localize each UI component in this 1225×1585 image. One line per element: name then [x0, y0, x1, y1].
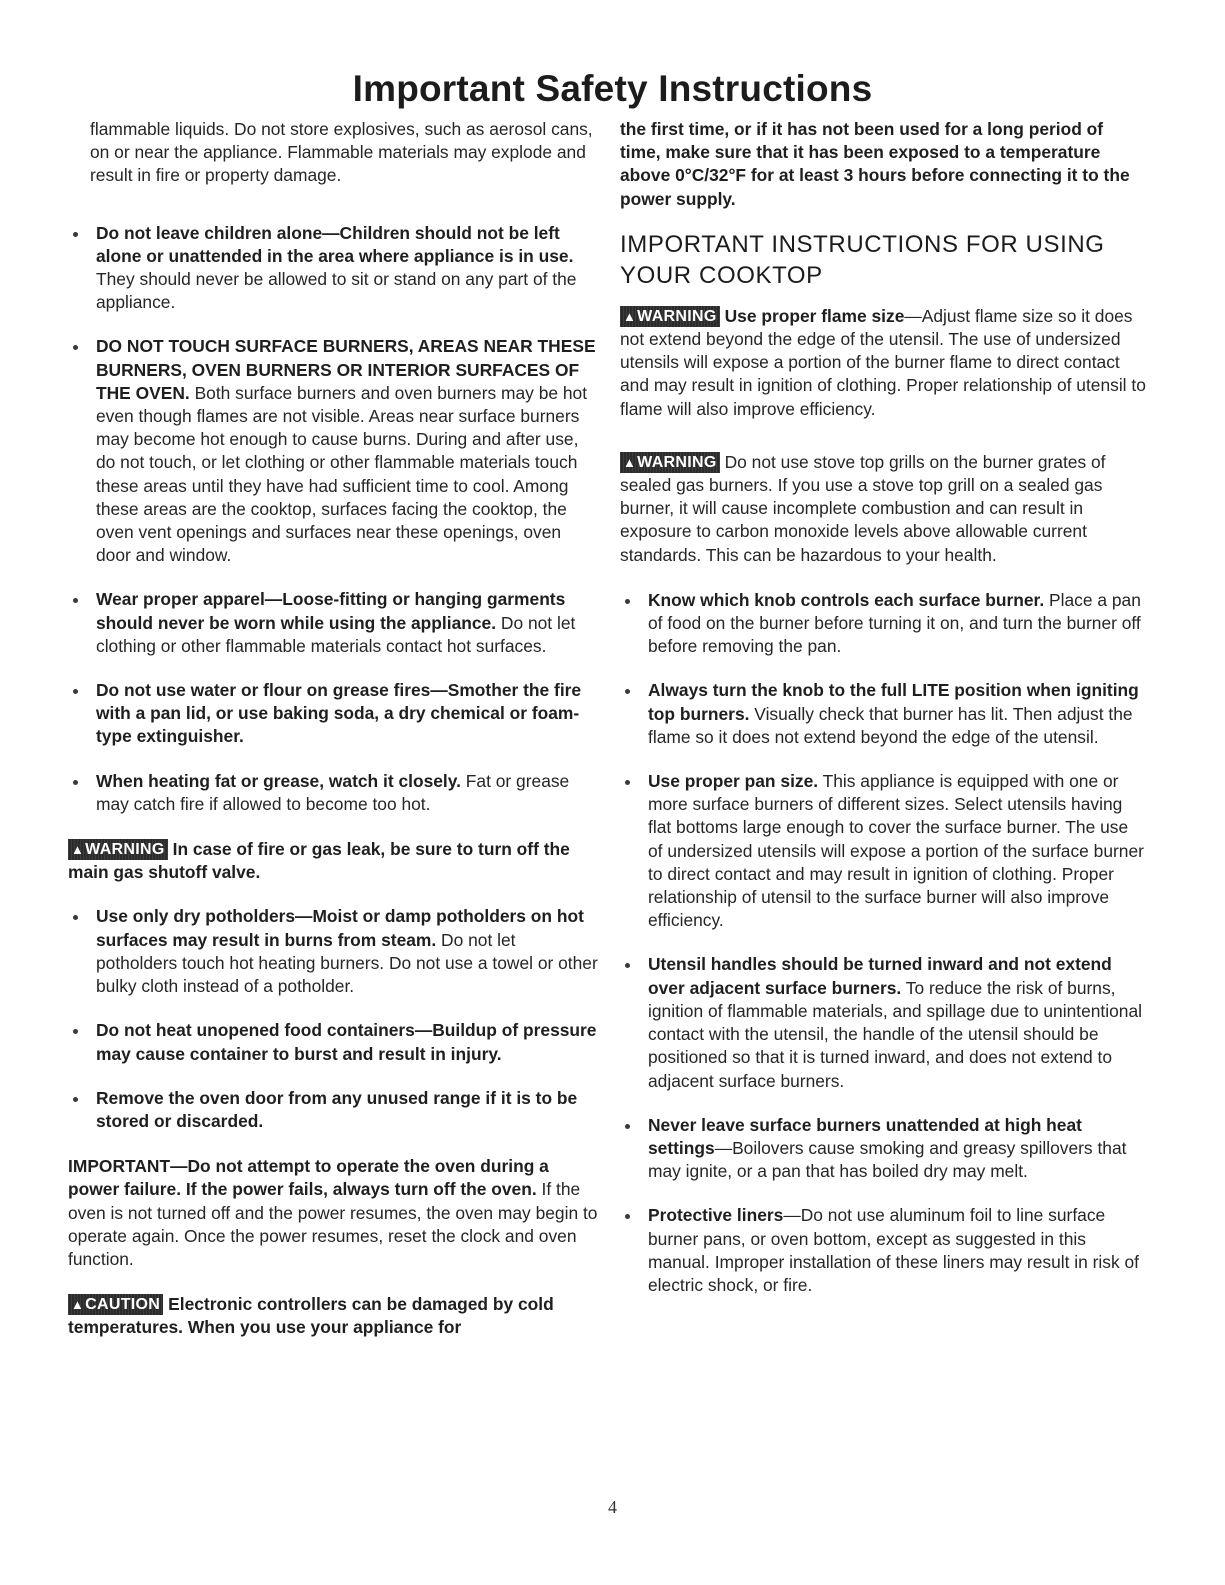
bullet-icon — [73, 1097, 78, 1102]
warning-badge — [68, 839, 168, 860]
caution-label: CAUTION — [85, 1296, 161, 1314]
warning-label: WARNING — [85, 841, 165, 859]
page-number: 4 — [608, 1497, 617, 1517]
bullet-text: Fat or grease may catch fire if allowed to become too hot. — [96, 770, 570, 814]
bullet-children — [68, 222, 598, 315]
bullet-pan-size — [620, 770, 1147, 932]
bullet-heading: Utensil handles should be turned inward and not extend over adjacent surface burners. — [648, 954, 1112, 998]
bullet-heading: Always turn the knob to the full LITE position when igniting top burners. — [648, 680, 1139, 724]
page-title: Important Safety Instructions — [352, 68, 873, 109]
warning-badge — [620, 306, 720, 327]
bullet-icon — [625, 1214, 630, 1219]
bullet-potholders — [68, 905, 598, 998]
left-column — [68, 118, 598, 1340]
important-heading: IMPORTANT—Do not attempt to operate the oven during a power failure. If the power fails, always turn off the oven. — [68, 1156, 549, 1200]
bullet-heading: Never leave surface burners unattended at high heat settings — [648, 1114, 1082, 1158]
bullet-text: —Boilovers cause smoking and greasy spillovers that may ignite, or a pan that has boiled dry may melt. — [648, 1137, 1127, 1182]
warning-text: In case of fire or gas leak, be sure to turn off the main gas shutoff valve. — [68, 839, 570, 883]
bullet-text: To reduce the risk of burns, ignition of flammable materials, and spillage due to unintentional contact with the utensil, the handle of the utensil should be positioned so that it is turned inward, and does not extend to adjacent surface burners. — [648, 977, 1143, 1091]
bullet-text: Place a pan of food on the burner before turning it on, and turn the burner off before removing the pan. — [648, 589, 1141, 657]
bullet-icon — [625, 1124, 630, 1129]
bullet-icon — [625, 963, 630, 968]
caution-text: Electronic controllers can be damaged by cold temperatures. When you use your appliance for — [68, 1294, 554, 1338]
bullet-lite-position — [620, 679, 1147, 749]
bullet-heading: Do not use water or flour on grease fires—Smother the fire with a pan lid, or use baking soda, a dry chemical or foam-type extinguisher. — [96, 680, 582, 747]
bullet-text: They should never be allowed to sit or stand on any part of the appliance. — [96, 269, 577, 313]
warning-flame-size — [620, 305, 1147, 421]
cooktop-section-heading: IMPORTANT INSTRUCTIONS FOR USING YOUR COOKTOP — [620, 230, 1105, 289]
bullet-text: Both surface burners and oven burners may be hot even though flames are not visible. Areas near surface burners may become hot enough to cause burns. During and after use, do not touch, or let clothing or other flammable materials touch these areas until they have had sufficient time to cool. Among these areas are the cooktop, surfaces facing the cooktop, the oven vent openings and surfaces near these openings, oven door and window. — [96, 382, 588, 566]
warning-badge — [620, 452, 720, 473]
warning-triangle-icon: ▲ — [71, 1297, 85, 1313]
bullet-icon — [73, 345, 78, 350]
caution-electronic-controllers — [68, 1293, 598, 1339]
warning-label: WARNING — [637, 453, 717, 471]
bullet-icon — [73, 232, 78, 237]
bullet-heading: Do not heat unopened food containers—Buildup of pressure may cause container to burst and result in injury. — [96, 1020, 597, 1064]
caution-continued: the first time, or if it has not been used for a long period of time, make sure that it has been exposed to a temperature above 0°C/32°F for at least 3 hours before connecting it to the power supply. — [620, 119, 1130, 209]
important-text: If the oven is not turned off and the power resumes, the oven may begin to operate again. Once the power resumes, reset the clock and oven function. — [68, 1179, 598, 1269]
bullet-icon — [625, 599, 630, 604]
bullet-food-containers — [68, 1019, 598, 1065]
bullet-heading: Use proper pan size. — [648, 771, 819, 792]
warning-label: WARNING — [637, 307, 717, 325]
bullet-icon — [73, 598, 78, 603]
right-column — [620, 118, 1147, 1297]
bullet-heading: Remove the oven door from any unused range if it is to be stored or discarded. — [96, 1087, 578, 1131]
warning-text: —Adjust flame size so it does not extend beyond the edge of the utensil. The use of undersized utensils will expose a portion of the burner flame to direct contact and may result in ignition of clothing. Proper relationship of utensil to flame will also improve efficiency. — [620, 305, 1146, 419]
bullet-apparel — [68, 588, 598, 658]
bullet-heading: Use only dry potholders—Moist or damp potholders on hot surfaces may result in burns from steam. — [96, 906, 584, 950]
bullet-protective-liners — [620, 1204, 1147, 1297]
bullet-icon — [625, 780, 630, 785]
bullet-surface-burners — [68, 335, 598, 567]
bullet-heading: Protective liners — [648, 1205, 784, 1226]
warning-triangle-icon: ▲ — [71, 842, 85, 858]
bullet-heading: Wear proper apparel—Loose-fitting or hanging garments should never be worn while using the appliance. — [96, 589, 566, 633]
bullet-text: Do not let potholders touch hot heating burners. Do not use a towel or other bulky cloth instead of a potholder. — [96, 929, 598, 997]
warning-text: Do not use stove top grills on the burner grates of sealed gas burners. If you use a stove top grill on a sealed gas burner, it will cause incomplete combustion and can result in exposure to carbon monoxide levels above allowable current standards. This can be hazardous to your health. — [620, 451, 1106, 565]
bullet-icon — [73, 915, 78, 920]
warning-triangle-icon: ▲ — [623, 454, 637, 470]
bullet-icon — [73, 689, 78, 694]
bullet-heading: DO NOT TOUCH SURFACE BURNERS, AREAS NEAR THESE BURNERS, OVEN BURNERS OR INTERIOR SURFACES OF THE OVEN. — [96, 336, 596, 403]
warning-triangle-icon: ▲ — [623, 308, 637, 324]
bullet-text: Do not let clothing or other flammable materials contact hot surfaces. — [96, 612, 576, 656]
bullet-grease-fires — [68, 679, 598, 749]
bullet-heading: Know which knob controls each surface burner. — [648, 589, 1045, 610]
bullet-knob-controls — [620, 589, 1147, 659]
bullet-text: —Do not use aluminum foil to line surface burner pans, or oven bottom, except as suggested in this manual. Improper installation of these liners may result in risk of electric shock, or fire. — [648, 1205, 1140, 1295]
bullet-icon — [73, 780, 78, 785]
bullet-heading: When heating fat or grease, watch it closely. — [96, 770, 461, 791]
bullet-unattended-burners — [620, 1114, 1147, 1184]
bullet-utensil-handles — [620, 953, 1147, 1092]
bullet-fat-grease — [68, 770, 598, 816]
bullet-icon — [625, 689, 630, 694]
caution-badge — [68, 1294, 163, 1315]
bullet-text: This appliance is equipped with one or more surface burners of different sizes. Select utensils having flat bottoms large enough to cover the surface burner. The use of undersized utensils will expose a portion of the surface burner to direct contact and may result in ignition of clothing. Proper relationship of utensil to the surface burner will also improve efficiency. — [648, 771, 1144, 931]
warning-gas-leak — [68, 838, 598, 884]
bullet-heading: Do not leave children alone—Children should not be left alone or unattended in the area where appliance is in use. — [96, 222, 574, 266]
bullet-oven-door — [68, 1087, 598, 1133]
warning-stove-top-grills — [620, 451, 1147, 567]
bullet-text: Visually check that burner has lit. Then adjust the flame so it does not extend beyond the edge of the utensil. — [648, 703, 1133, 747]
important-power-failure — [68, 1155, 598, 1271]
intro-paragraph: flammable liquids. Do not store explosives, such as aerosol cans, on or near the appliance. Flammable materials may explode and result in fire or property damage. — [90, 119, 593, 186]
bullet-icon — [73, 1029, 78, 1034]
warning-heading: Use proper flame size — [724, 305, 905, 326]
